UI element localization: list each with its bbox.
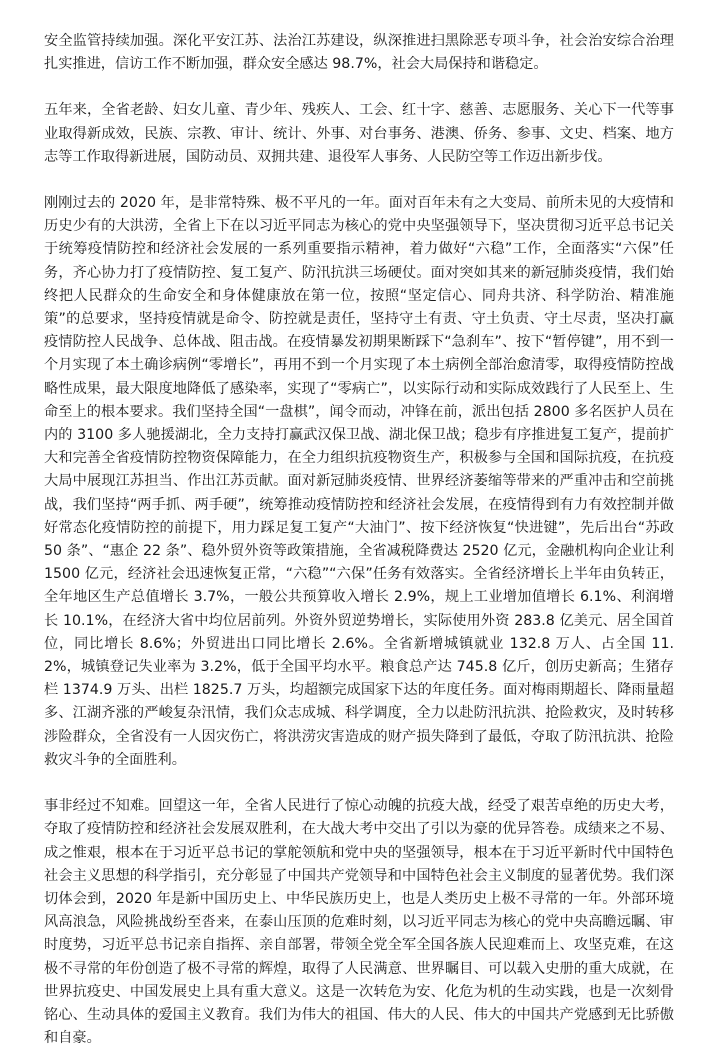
- paragraph-public-safety: 安全监管持续加强。深化平安江苏、法治江苏建设，纵深推进扫黑除恶专项斗争，社会治安综合治理扎实推进，信访工作不断加强，群众安全感达 98.7%，社会大局保持和谐稳定。: [44, 33, 674, 73]
- paragraph-reflection: 事非经过不知难。回望这一年，全省人民进行了惊心动魄的抗疫大战，经受了艰苦卓绝的历史大考，夺取了疫情防控和经济社会发展双胜利，在大战大考中交出了引以为豪的优异答卷。成绩来之不易、成之惟艰，根本在于习近平总书记的掌舵领航和党中央的坚强领导，根本在于习近平新时代中国特色社会主义思想的科学指引，充分彰显了中国共产党领导和中国特色社会主义制度的显著优势。我们深切体会到，2020 年是新中国历史上、中华民族历史上，也是人类历史上极不寻常的一年。外部环境风高浪急，风险挑战纷至沓来，在泰山压顶的危难时刻，以习近平同志为核心的党中央高瞻远瞩、审时度势，习近平总书记亲自指挥、亲自部署，带领全党全军全国各族人民迎难而上、攻坚克难，在这极不寻常的年份创造了极不寻常的辉煌，取得了人民满意、世界瞩目、可以载入史册的重大成就，在世界抗疫史、中国发展史上具有重大意义。这是一次转危为安、化危为机的生动实践，也是一次刻骨铭心、生动具体的爱国主义教育。我们为伟大的祖国、伟大的人民、伟大的中国共产党感到无比骄傲和自豪。: [44, 798, 674, 1047]
- paragraph-2020-review: 刚刚过去的 2020 年，是非常特殊、极不平凡的一年。面对百年未有之大变局、前所未见的大疫情和历史少有的大洪涝，全省上下在以习近平同志为核心的党中央坚强领导下，坚决贯彻习近平总书记关于统筹疫情防控和经济社会发展的一系列重要指示精神，着力做好“六稳”工作，全面落实“六保”任务，齐心协力打了疫情防控、复工复产、防汛抗洪三场硬仗。面对突如其来的新冠肺炎疫情，我们始终把人民群众的生命安全和身体健康放在第一位，按照“坚定信心、同舟共济、科学防治、精准施策”的总要求，坚持疫情就是命令、防控就是责任，坚持守土有责、守土负责、守土尽责，坚决打赢疫情防控人民战争、总体战、阻击战。在疫情暴发初期果断踩下“急刹车”、按下“暂停键”，用不到一个月实现了本土确诊病例“零增长”，再用不到一个月实现了本土病例全部治愈清零，取得疫情防控战略性成果，最大限度地降低了感染率，实现了“零病亡”，以实际行动和实际成效践行了人民至上、生命至上的根本要求。我们坚持全国“一盘棋”，闻令而动，冲锋在前，派出包括 2800 多名医护人员在内的 3100 多人驰援湖北，全力支持打赢武汉保卫战、湖北保卫战；稳步有序推进复工复产，提前扩大和完善全省疫情防控物资保障能力，在全力组织抗疫物资生产，积极参与全国和国际抗疫，在抗疫大局中展现江苏担当、作出江苏贡献。面对新冠肺炎疫情、世界经济萎缩等带来的严重冲击和空前挑战，我们坚持“两手抓、两手硬”，统筹推动疫情防控和经济社会发展，在疫情得到有力有效控制并做好常态化疫情防控的前提下，用力踩足复工复产“大油门”、按下经济恢复“快进键”，先后出台“苏政 50 条”、“惠企 22 条”、稳外贸外资等政策措施，全省减税降费达 2520 亿元，金融机构向企业让利 1500 亿元，经济社会迅速恢复正常，“六稳”“六保”任务有效落实。全省经济增长上半年由负转正，全年地区生产总值增长 3.7%，一般公共预算收入增长 2.9%，规上工业增加值增长 6.1%、利润增长 10.1%，在经济大省中均位居前列。外资外贸逆势增长，实际使用外资 283.8 亿美元、居全国首位，同比增长 8.6%；外贸进出口同比增长 2.6%。全省新增城镇就业 132.8 万人、占全国 11.2%，城镇登记失业率为 3.2%，低于全国平均水平。粮食总产达 745.8 亿斤，创历史新高；生猪存栏 1374.9 万头、出栏 1825.7 万头，均超额完成国家下达的年度任务。面对梅雨期超长、降雨量超多、江湖齐涨的严峻复杂汛情，我们众志成城、科学调度，全力以赴防汛抗洪、抢险救灾，及时转移涉险群众，全省没有一人因灾伤亡，将洪涝灾害造成的财产损失降到了最低，夺取了防汛抗洪、抢险救灾斗争的全面胜利。: [44, 195, 674, 768]
- paragraph-five-year-achievements: 五年来，全省老龄、妇女儿童、青少年、残疾人、工会、红十字、慈善、志愿服务、关心下一代等事业取得新成效，民族、宗教、审计、统计、外事、对台事务、港澳、侨务、参事、文史、档案、地方志等工作取得新进展，国防动员、双拥共建、退役军人事务、人民防空等工作迈出新步伐。: [44, 102, 674, 165]
